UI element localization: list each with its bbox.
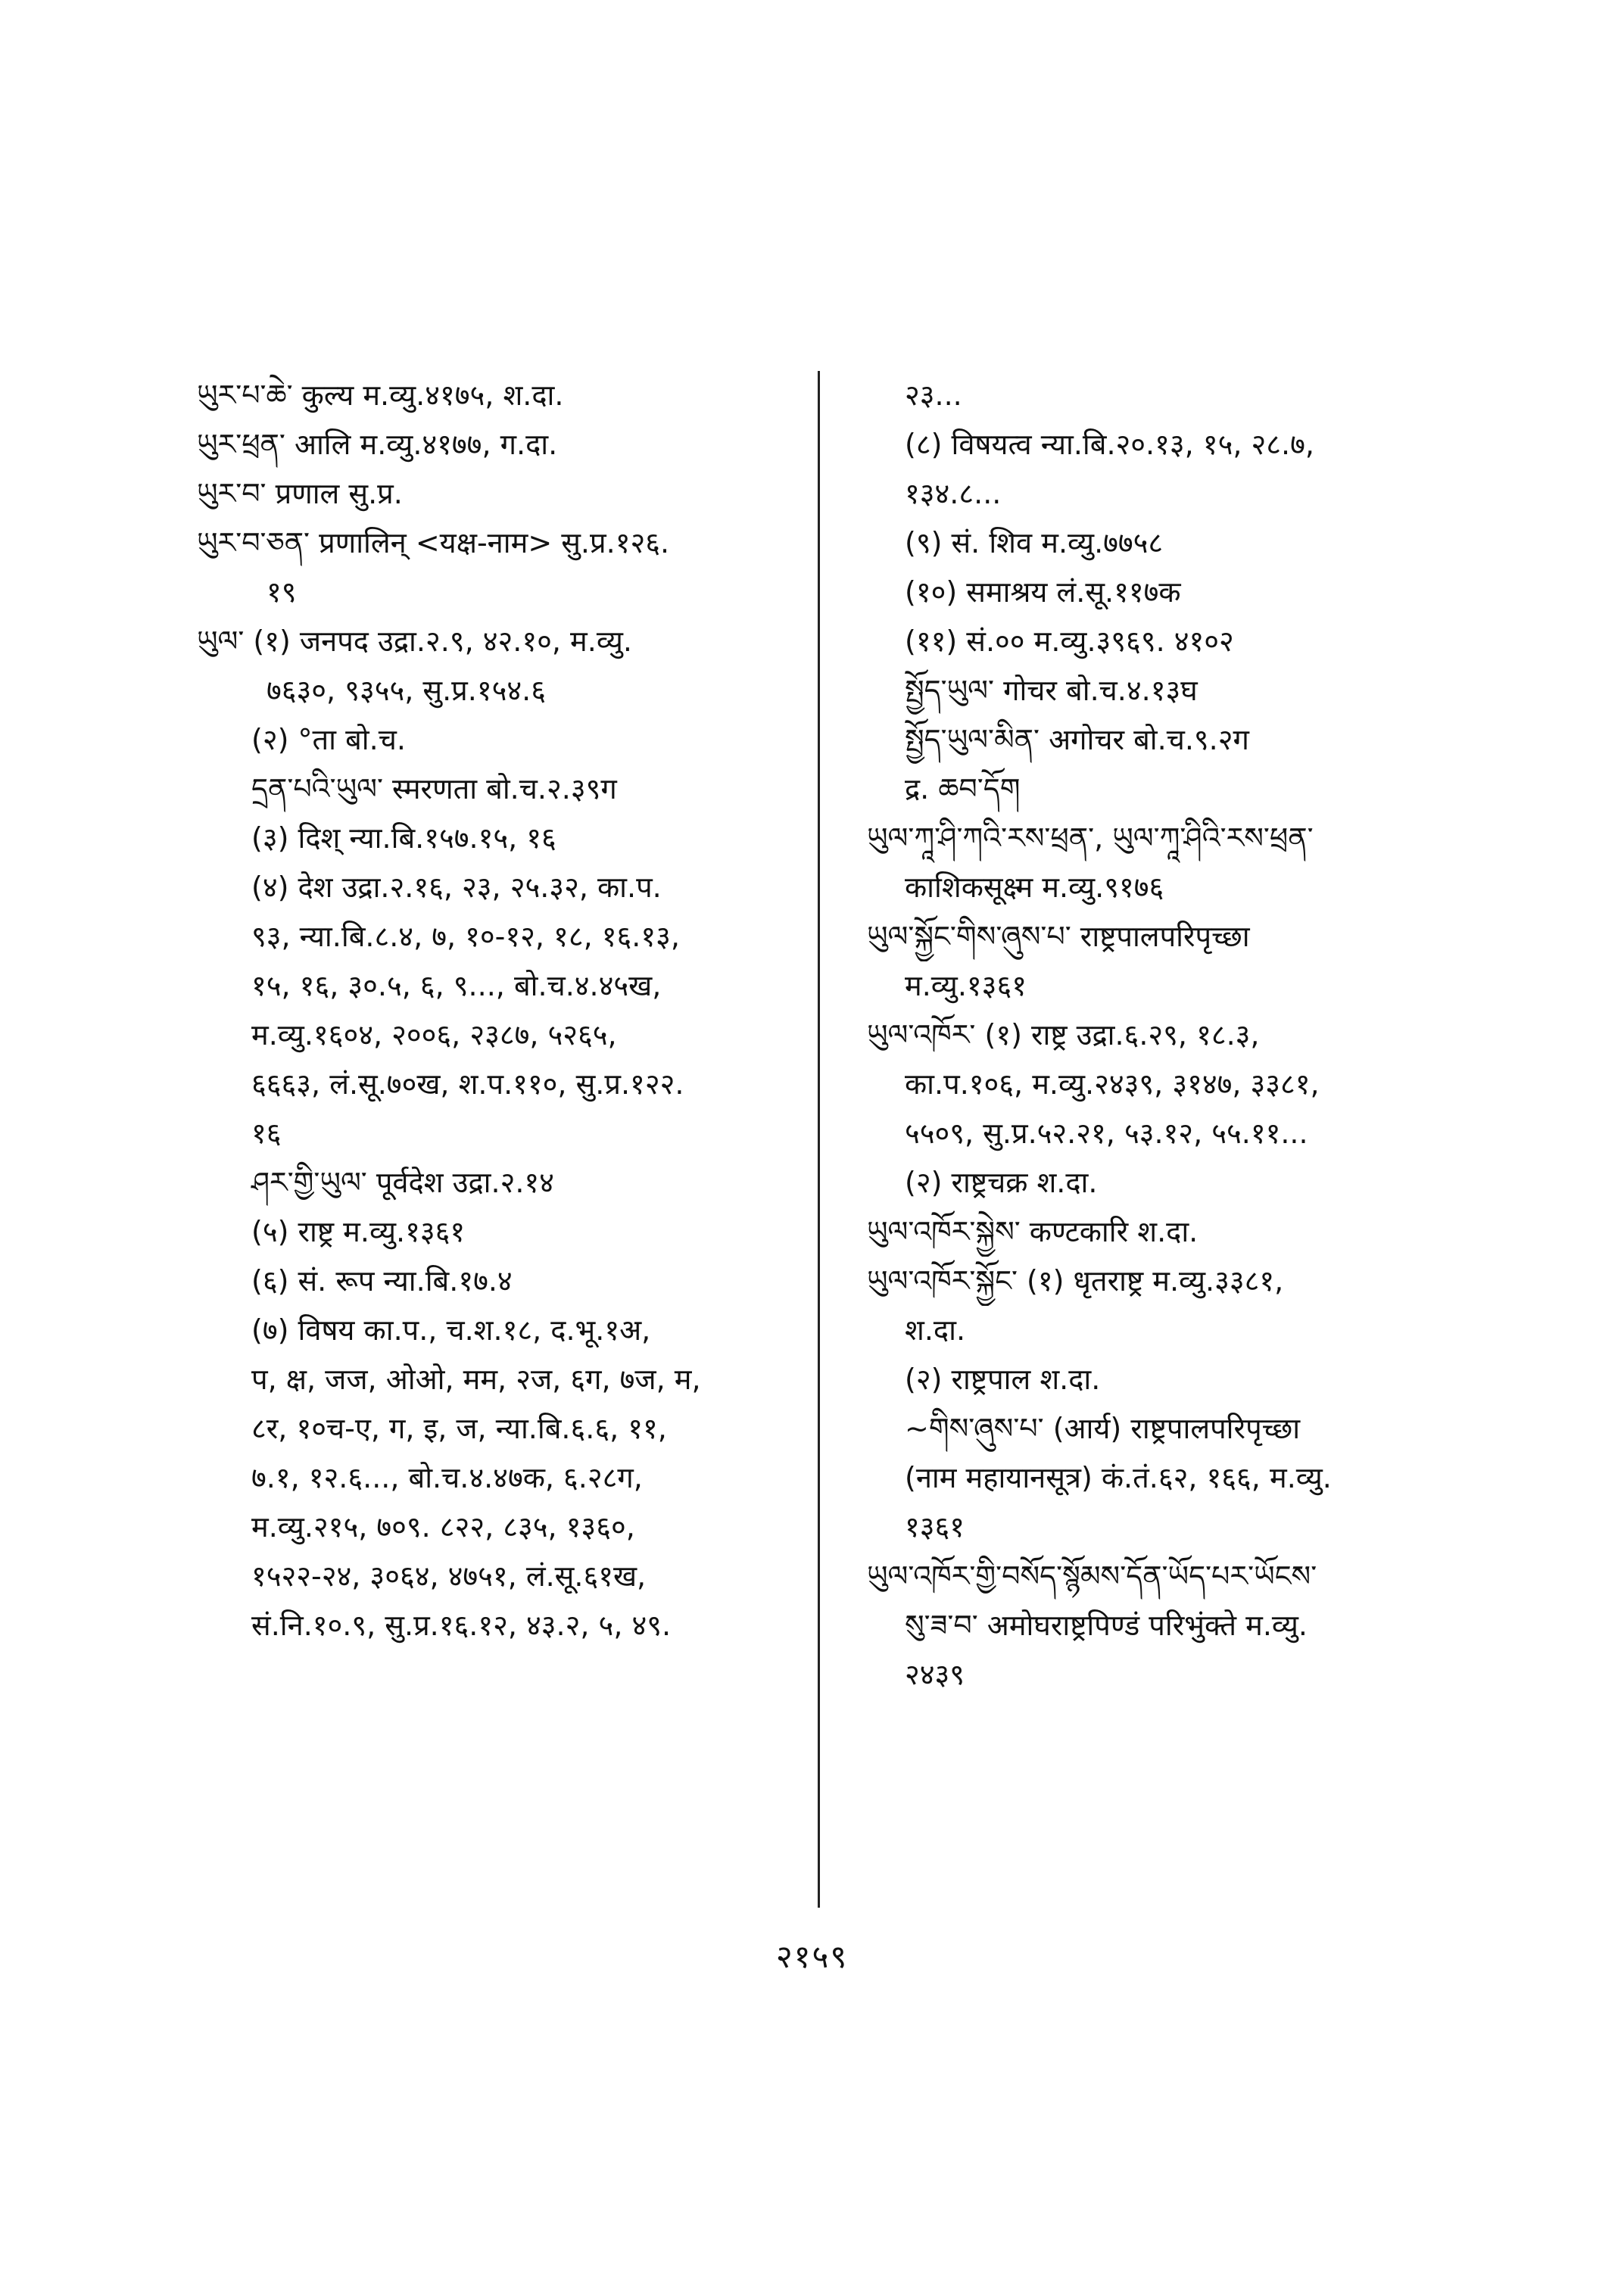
left-column-line: ८र, १०च-ए, ग, इ, ज, न्या.बि.६.६, ११,	[251, 1412, 667, 1445]
right-column-line: (११) सं.०० म.व्यु.३९६९. ४१०२	[905, 625, 1234, 658]
column-divider	[818, 371, 820, 1908]
left-column-line: ཡུར་ཕྲན་ आलि म.व्यु.४१७७, ग.दा.	[197, 428, 558, 461]
right-column-line: ཡུལ་འཁོར་སྐྱེས་ कण्टकारि श.दा.	[867, 1215, 1199, 1248]
right-column-line: ཡུལ་འཁོར་སྐྱོང་ (१) धृतराष्ट्र म.व्यु.३३८१,	[867, 1264, 1284, 1298]
right-column-line: སྤྱོད་ཡུལ་ गोचर बो.च.४.१३घ	[905, 674, 1198, 707]
right-column-line: काशिकसूक्ष्म म.व्यु.९१७६	[905, 871, 1164, 904]
right-column-line: སྤྱོད་ཡུལ་མིན་ अगोचर बो.च.९.२ग	[905, 723, 1249, 756]
right-column-line: १३६१	[905, 1510, 965, 1544]
left-column-line: सं.नि.१०.९, सु.प्र.१६.१२, ४३.२, ५, ४९.	[251, 1609, 672, 1642]
right-column-line: ཡུལ་སྐྱོང་གིས་ཞུས་པ་ राष्ट्रपालपरिपृच्छा	[867, 920, 1250, 953]
right-column-line: २३...	[905, 379, 962, 412]
right-column-line: (९) सं. शिव म.व्यु.७७५८	[905, 526, 1164, 559]
left-column-line: ९३, न्या.बि.८.४, ७, १०-१२, १८, १६.१३,	[251, 920, 680, 953]
right-column-line: (१०) समाश्रय लं.सू.११७क	[905, 575, 1181, 609]
left-column-line: (३) दिश् न्या.बि.१५७.१५, १६	[251, 821, 556, 855]
right-column-line: (२) राष्ट्रपाल श.दा.	[905, 1363, 1101, 1396]
right-column-line: १३४.८...	[905, 477, 1002, 510]
right-column-line: श.दा.	[905, 1313, 966, 1347]
left-column-line: ཡུར་བ་ཅན་ प्रणालिन् <यक्ष-नाम> सु.प्र.१२६.	[197, 526, 670, 559]
page-number: २१५९	[775, 1938, 849, 1975]
left-column-line: (५) राष्ट्र म.व्यु.१३६१	[251, 1215, 466, 1248]
left-column-line: (२) °ता बो.च.	[251, 723, 406, 756]
left-column-line: म.व्यु.२१५, ७०९. ८२२, ८३५, १३६०,	[251, 1510, 635, 1544]
right-column-line: का.प.१०६, म.व्यु.२४३९, ३१४७, ३३८१,	[905, 1067, 1320, 1101]
left-column-line: ७६३०, ९३५५, सु.प्र.१५४.६	[267, 674, 546, 707]
right-column-line: म.व्यु.१३६१	[905, 969, 1027, 1002]
right-column-line: ५५०९, सु.प्र.५२.२१, ५३.१२, ५५.११...	[905, 1117, 1308, 1150]
right-column-line: ཡུལ་འཁོར་ (१) राष्ट्र उद्रा.६.२९, १८.३,	[867, 1018, 1260, 1051]
left-column-line: १६	[251, 1117, 282, 1150]
left-column-line: ཡུར་བ་ प्रणाल सु.प्र.	[197, 477, 403, 510]
left-column	[197, 371, 803, 1650]
left-column-line: ६६६३, लं.सू.७०ख, श.प.११०, सु.प्र.१२२.	[251, 1067, 684, 1101]
left-column-line: དྲན་པའི་ཡུལ་ स्मरणता बो.च.२.३९ग	[251, 772, 617, 805]
left-column-line: (६) सं. रूप न्या.बि.१७.४	[251, 1264, 513, 1298]
right-column-line: (२) राष्ट्रचक्र श.दा.	[905, 1166, 1098, 1199]
right-column-line: (नाम महायानसूत्र) कं.तं.६२, १६६, म.व्यु.	[905, 1461, 1332, 1494]
left-column-line: (७) विषय का.प., च.श.१८, द.भू.१अ,	[251, 1313, 651, 1347]
left-column-line: ཡུར་པ་ཆེ་ कुल्य म.व्यु.४१७५, श.दा.	[197, 379, 564, 412]
left-column-line: १५२२-२४, ३०६४, ४७५१, लं.सू.६१ख,	[251, 1559, 647, 1593]
left-column-line: प, क्ष, जज, ओओ, मम, २ज, ६ग, ७ज, म,	[251, 1363, 701, 1396]
right-column-line: ཡུལ་ཀཱ་ཤི་ཀའི་རས་ཕྲན་, ཡུལ་ཀཱ་ཤིའི་རས་ཕྲན་	[867, 821, 1314, 855]
left-column-line: ७.१, १२.६..., बो.च.४.४७क, ६.२८ग,	[251, 1461, 643, 1494]
left-column-line: ཤར་གྱི་ཡུལ་ पूर्वदेश उद्रा.२.१४	[251, 1166, 554, 1199]
right-column-line: द्र. ཆབ་དོག	[905, 772, 1021, 805]
right-column-line: ཡུལ་འཁོར་གྱི་བསོད་སྙོམས་དོན་ཡོད་པར་ཡོངས་	[867, 1559, 1317, 1593]
left-column-line: म.व्यु.१६०४, २००६, २३८७, ५२६५,	[251, 1018, 617, 1051]
left-column-line: १९	[267, 575, 297, 609]
left-column-line: ཡུལ་ (१) जनपद उद्रा.२.९, ४२.१०, म.व्यु.	[197, 625, 632, 658]
right-column-line: २४३९	[905, 1658, 965, 1691]
right-column-line: (८) विषयत्व न्या.बि.२०.१३, १५, २८.७,	[905, 428, 1314, 461]
right-column-line: སུ་ཟ་བ་ अमोघराष्ट्रपिण्डं परिभुंक्ते म.व्यु.	[905, 1609, 1308, 1642]
left-column-line: (४) देश उद्रा.२.१६, २३, २५.३२, का.प.	[251, 871, 662, 904]
right-column	[867, 371, 1465, 1699]
left-column-line: १५, १६, ३०.५, ६, ९..., बो.च.४.४५ख,	[251, 969, 662, 1002]
right-column-line: ~གིས་ཞུས་པ་ (आर्य) राष्ट्रपालपरिपृच्छा	[905, 1412, 1301, 1445]
